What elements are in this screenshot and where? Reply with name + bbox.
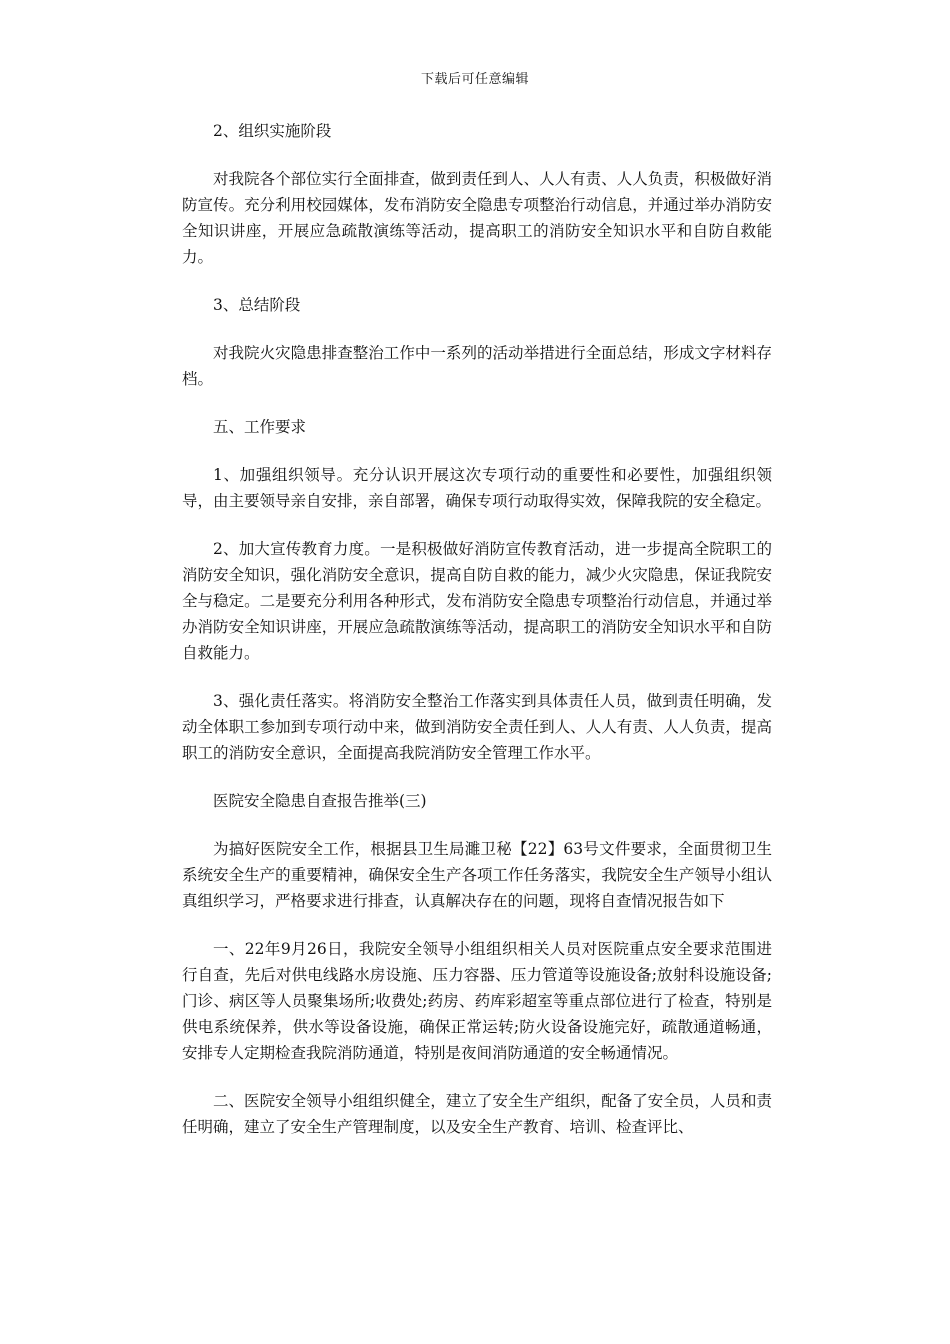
paragraph-report-item-2: 二、医院安全领导小组组织健全，建立了安全生产组织，配备了安全员，人员和责任明确，建立了安全生产管理制度，以及安全生产教育、培训、检查评比、 (182, 1092, 772, 1136)
paragraph-requirement-1: 1、加强组织领导。充分认识开展这次专项行动的重要性和必要性，加强组织领导，由主要领导亲自安排，亲自部署，确保专项行动取得实效，保障我院的安全稳定。 (182, 466, 772, 510)
paragraph-implementation-stage: 对我院各个部位实行全面排查，做到责任到人、人人有责、人人负责，积极做好消防宣传。充分利用校园媒体，发布消防安全隐患专项整治行动信息，并通过举办消防安全知识讲座，开展应急疏散演练等活动，提高职工的消防安全知识水平和自防自救能力。 (182, 170, 772, 266)
paragraph-report-item-1: 一、22年9月26日，我院安全领导小组组织相关人员对医院重点安全要求范围进行自查，先后对供电线路水房设施、压力容器、压力管道等设施设备;放射科设施设备;门诊、病区等人员聚集场所;收费处;药房、药库彩超室等重点部位进行了检查，特别是供电系统保养，供水等设备设施，确保正常运转;防火设备设施完好，疏散通道畅通，安排专人定期检查我院消防通道，特别是夜间消防通道的安全畅通情况。 (182, 940, 772, 1062)
paragraph-requirement-3: 3、强化责任落实。将消防安全整治工作落实到具体责任人员，做到责任明确，发动全体职工参加到专项行动中来，做到消防安全责任到人、人人有责、人人负责，提高职工的消防安全意识，全面提高我院消防安全管理工作水平。 (182, 692, 772, 762)
page-header: 下载后可任意编辑 (420, 72, 529, 87)
paragraph-report-intro: 为搞好医院安全工作，根据县卫生局濉卫秘【22】63号文件要求，全面贯彻卫生系统安全生产的重要精神，确保安全生产各项工作任务落实，我院安全生产领导小组认真组织学习，严格要求进行排查，认真解决存在的问题，现将自查情况报告如下 (182, 840, 772, 910)
heading-implementation-stage: 2、组织实施阶段 (213, 122, 332, 140)
document-body (182, 118, 772, 1162)
paragraph-requirement-2: 2、加大宣传教育力度。一是积极做好消防宣传教育活动，进一步提高全院职工的消防安全知识，强化消防安全意识，提高自防自救的能力，减少火灾隐患，保证我院安全与稳定。二是要充分利用各种形式，发布消防安全隐患专项整治行动信息，并通过举办消防安全知识讲座，开展应急疏散演练等活动，提高职工的消防安全知识水平和自防自救能力。 (182, 540, 772, 662)
paragraph-summary-stage: 对我院火灾隐患排查整治工作中一系列的活动举措进行全面总结，形成文字材料存档。 (182, 344, 772, 388)
heading-report-3: 医院安全隐患自查报告推举(三) (213, 792, 427, 810)
heading-work-requirements: 五、工作要求 (213, 418, 307, 436)
heading-summary-stage: 3、总结阶段 (213, 296, 301, 314)
